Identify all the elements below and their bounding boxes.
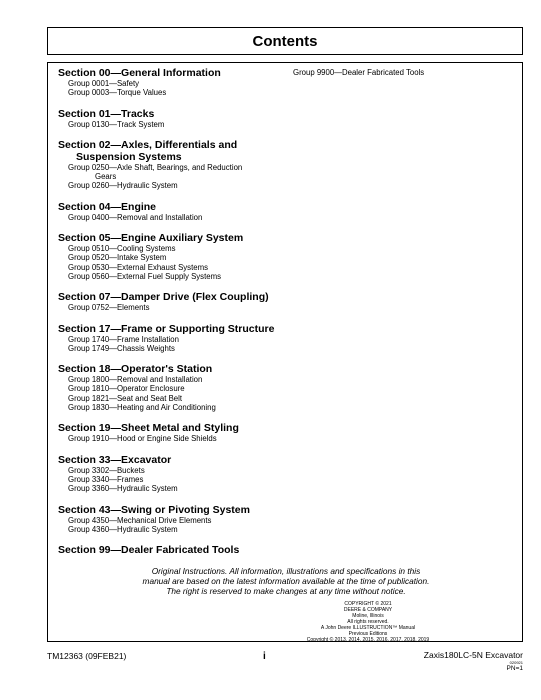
group-entry-line: Group 0560—External Fuel Supply Systems: [68, 271, 221, 281]
section-heading-line: Section 17—Frame or Supporting Structure: [58, 322, 275, 335]
group-entry[interactable]: [58, 475, 293, 484]
section-heading[interactable]: [58, 544, 293, 556]
group-entry-line: Group 0003—Torque Values: [68, 88, 167, 98]
toc-section: [58, 291, 293, 312]
instructions-line: Original Instructions. All information, illustrations and specifications in this: [151, 566, 421, 576]
section-heading-line: Suspension Systems: [76, 150, 182, 163]
section-heading[interactable]: [58, 67, 293, 79]
section-heading[interactable]: [58, 504, 293, 516]
section-heading[interactable]: [58, 291, 293, 303]
section-heading-line: Section 07—Damper Drive (Flex Coupling): [58, 291, 269, 304]
section-heading-line: Section 99—Dealer Fabricated Tools: [58, 544, 240, 557]
group-entry[interactable]: [58, 466, 293, 475]
section-heading-line: Section 00—General Information: [58, 67, 221, 79]
copyright-line: COPYRIGHT © 2021: [344, 601, 392, 607]
footer-code: 020921: [509, 660, 523, 665]
group-entry-line: Group 0260—Hydraulic System: [68, 181, 178, 191]
footer-pn: PN=1: [506, 665, 523, 672]
title-box: [47, 27, 523, 55]
group-entry-line: Group 0530—External Exhaust Systems: [68, 262, 208, 272]
group-entry[interactable]: [58, 120, 293, 129]
contents-left-column: [58, 67, 293, 566]
group-entry[interactable]: [58, 403, 293, 412]
group-entry-line: Group 0520—Intake System: [68, 253, 167, 263]
copyright-line: Copyright © 2013, 2014, 2015, 2016, 2017, 2018, 2019: [306, 637, 430, 643]
contents-right-column: [293, 68, 518, 77]
copyright-notice: [268, 601, 468, 643]
toc-section: [58, 67, 293, 98]
group-entry[interactable]: [58, 344, 293, 353]
section-heading[interactable]: [58, 232, 293, 244]
toc-section: [58, 363, 293, 412]
group-entry-line: Group 1910—Hood or Engine Side Shields: [68, 434, 217, 444]
group-entry[interactable]: [58, 272, 293, 281]
group-entry[interactable]: [58, 516, 293, 525]
group-entry[interactable]: [58, 79, 293, 88]
section-heading-line: Section 05—Engine Auxiliary System: [58, 232, 244, 245]
copyright-line: Moline, Illinois: [352, 613, 384, 619]
instructions-line: The right is reserved to make changes at any time without notice.: [166, 586, 406, 596]
section-heading[interactable]: [58, 363, 293, 375]
group-entry[interactable]: [58, 263, 293, 272]
footer-page-number: i: [263, 651, 266, 662]
group-entry-line: Group 0400—Removal and Installation: [68, 212, 203, 222]
section-heading[interactable]: [58, 139, 293, 163]
group-entry[interactable]: [58, 484, 293, 493]
toc-section: [58, 422, 293, 443]
toc-section: [58, 323, 293, 354]
group-entry-line: Group 1810—Operator Enclosure: [68, 384, 185, 394]
original-instructions-note: [88, 566, 484, 596]
section-heading-line: Section 19—Sheet Metal and Styling: [58, 422, 239, 435]
contents-box: [47, 62, 523, 642]
section-heading-line: Section 04—Engine: [58, 200, 157, 213]
section-heading[interactable]: [58, 108, 293, 120]
toc-section: [58, 544, 293, 556]
toc-section: [58, 232, 293, 281]
group-entry[interactable]: [58, 375, 293, 384]
copyright-line: All rights reserved.: [347, 619, 389, 625]
section-heading[interactable]: [58, 454, 293, 466]
group-entry-line: Group 4350—Mechanical Drive Elements: [68, 515, 212, 525]
toc-section: [58, 139, 293, 191]
section-heading-line: Section 33—Excavator: [58, 453, 172, 466]
section-heading[interactable]: [58, 422, 293, 434]
group-entry-line: Group 1800—Removal and Installation: [68, 375, 203, 385]
group-entry[interactable]: [58, 244, 293, 253]
group-entry-line: Group 4360—Hydraulic System: [68, 524, 178, 534]
group-entry-line: Gears: [95, 172, 117, 182]
group-entry-line: Group 1821—Seat and Seat Belt: [68, 393, 182, 403]
group-entry-line: Group 3360—Hydraulic System: [68, 484, 178, 494]
toc-section: [58, 454, 293, 494]
group-entry-line: Group 0130—Track System: [68, 119, 165, 129]
group-entry-line: Group 1740—Frame Installation: [68, 334, 179, 344]
footer-right: [424, 650, 523, 672]
group-entry[interactable]: Group 9900—Dealer Fabricated Tools: [293, 68, 425, 77]
group-entry-line: Group 3302—Buckets: [68, 465, 145, 475]
group-entry[interactable]: [58, 394, 293, 403]
group-entry[interactable]: [58, 88, 293, 97]
group-entry-line: Group 1830—Heating and Air Conditioning: [68, 403, 216, 413]
instructions-line: manual are based on the latest information available at the time of publication.: [142, 576, 430, 586]
group-entry[interactable]: [58, 163, 293, 182]
group-entry-line: Group 0001—Safety: [68, 79, 140, 88]
group-entry[interactable]: [58, 384, 293, 393]
group-entry[interactable]: [58, 434, 293, 443]
toc-section: [58, 504, 293, 535]
section-heading-line: Section 02—Axles, Differentials and: [58, 138, 238, 151]
group-entry[interactable]: [58, 525, 293, 534]
copyright-line: DEERE & COMPANY: [343, 607, 393, 613]
toc-section: [58, 201, 293, 222]
section-heading-line: Section 43—Swing or Pivoting System: [58, 503, 250, 516]
section-heading[interactable]: [58, 323, 293, 335]
section-heading-line: Section 18—Operator's Station: [58, 363, 213, 376]
group-entry-line: Group 1749—Chassis Weights: [68, 343, 175, 353]
group-entry[interactable]: [58, 181, 293, 190]
group-entry-line: Group 0510—Cooling Systems: [68, 244, 176, 254]
group-entry-line: Group 3340—Frames: [68, 474, 144, 484]
group-entry-line: Group 0752—Elements: [68, 303, 150, 313]
footer-model: Zaxis180LC-5N Excavator: [423, 650, 523, 660]
copyright-line: A John Deere ILLUSTRUCTION™ Manual: [320, 625, 416, 631]
section-heading-line: Section 01—Tracks: [58, 107, 155, 120]
group-entry-line: Group 0250—Axle Shaft, Bearings, and Reduction: [68, 162, 243, 172]
group-entry[interactable]: [58, 335, 293, 344]
page-title: Contents: [252, 32, 318, 50]
group-entry[interactable]: [58, 213, 293, 222]
section-heading[interactable]: [58, 201, 293, 213]
group-entry[interactable]: [58, 303, 293, 312]
footer-document-id: TM12363 (09FEB21): [47, 651, 127, 661]
copyright-line: Previous Editions: [348, 631, 388, 637]
toc-section: [58, 108, 293, 129]
group-entry[interactable]: [58, 253, 293, 262]
